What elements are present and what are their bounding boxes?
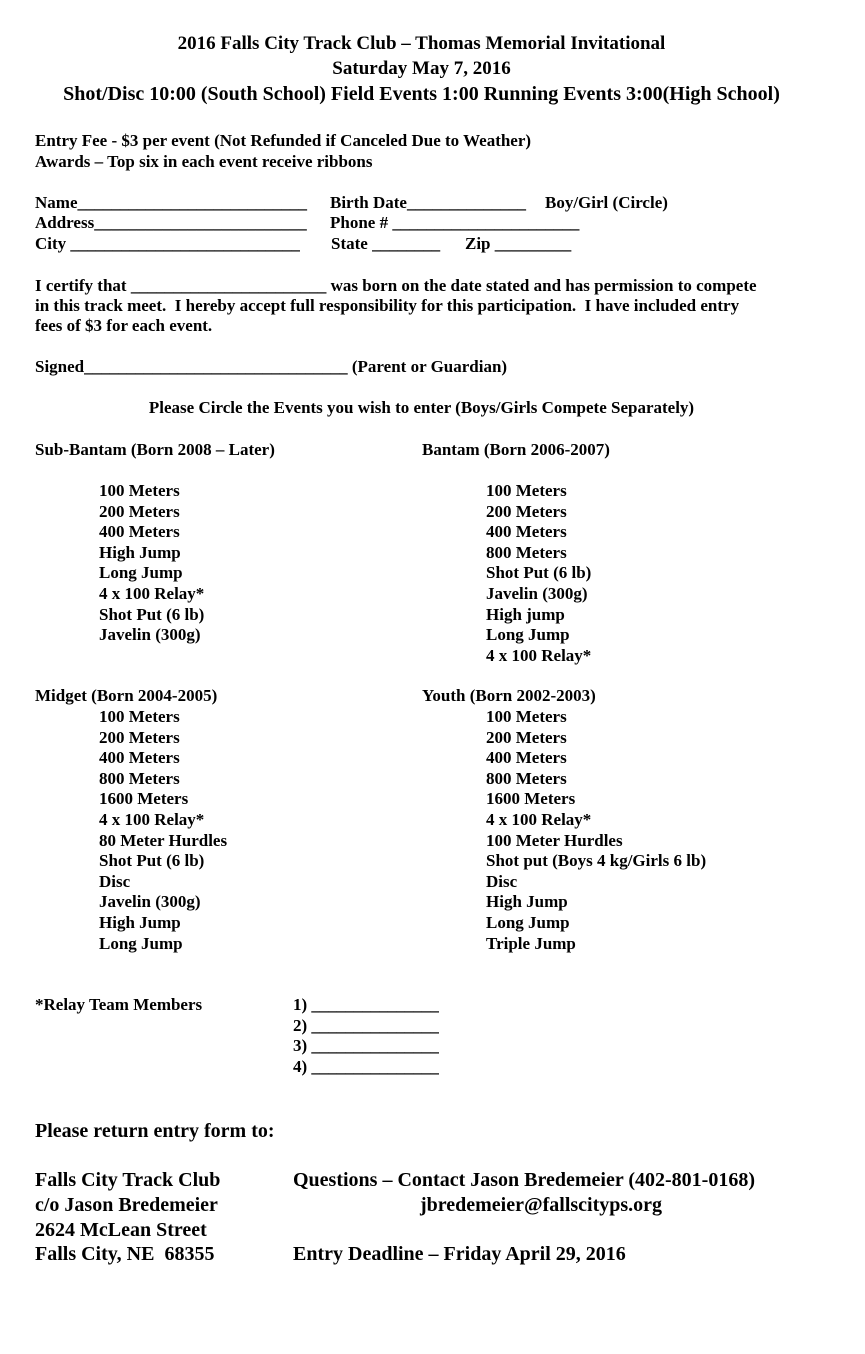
event-item[interactable]: Long Jump xyxy=(99,563,183,583)
event-item[interactable]: 800 Meters xyxy=(486,768,567,788)
event-item[interactable]: 200 Meters xyxy=(486,501,567,521)
event-item[interactable]: Shot Put (6 lb) xyxy=(99,604,205,624)
event-item[interactable]: Disc xyxy=(486,871,518,891)
questions-contact: Questions – Contact Jason Bredemeier (402-801-0168) xyxy=(293,1169,755,1191)
youth-heading: Youth (Born 2002-2003) xyxy=(422,686,596,705)
youth-events xyxy=(486,707,706,954)
event-item[interactable]: 400 Meters xyxy=(99,748,180,768)
event-item[interactable]: 200 Meters xyxy=(99,501,180,521)
event-date: Saturday May 7, 2016 xyxy=(332,58,511,79)
return-address-line: Falls City, NE 68355 xyxy=(35,1243,215,1265)
name-field[interactable]: Name___________________________ xyxy=(35,193,307,212)
address-field[interactable]: Address_________________________ xyxy=(35,213,307,232)
zip-field[interactable]: Zip _________ xyxy=(465,234,572,253)
midget-heading: Midget (Born 2004-2005) xyxy=(35,686,218,705)
event-item[interactable]: Javelin (300g) xyxy=(99,892,201,912)
event-schedule: Shot/Disc 10:00 (South School) Field Events 1:00 Running Events 3:00(High School) xyxy=(63,83,780,105)
event-item[interactable]: 1600 Meters xyxy=(486,789,576,809)
certify-line-3: fees of $3 for each event. xyxy=(35,316,213,335)
bantam-heading: Bantam (Born 2006-2007) xyxy=(422,440,610,459)
event-item[interactable]: 400 Meters xyxy=(99,522,180,542)
event-item[interactable]: High jump xyxy=(486,604,565,624)
event-item[interactable]: 80 Meter Hurdles xyxy=(99,830,228,850)
return-address-line: Falls City Track Club xyxy=(35,1169,221,1191)
contact-email[interactable]: jbredemeier@fallscityps.org xyxy=(419,1194,663,1216)
event-item[interactable]: Triple Jump xyxy=(486,933,576,953)
event-item[interactable]: 100 Meters xyxy=(99,707,180,726)
relay-member-field[interactable]: 4) _______________ xyxy=(293,1056,439,1076)
event-item[interactable]: 400 Meters xyxy=(486,748,567,768)
certify-line-2: in this track meet. I hereby accept full responsibility for this participation. I have included entry xyxy=(35,296,740,315)
event-item[interactable]: High Jump xyxy=(486,892,568,912)
event-item[interactable]: Long Jump xyxy=(486,912,570,932)
certify-line-1[interactable]: I certify that _______________________ was born on the date stated and has permission to compete xyxy=(35,276,757,295)
event-item[interactable]: 100 Meters xyxy=(486,707,567,726)
event-item[interactable]: 4 x 100 Relay* xyxy=(486,645,592,665)
event-item[interactable]: Shot Put (6 lb) xyxy=(486,563,592,583)
event-item[interactable]: 800 Meters xyxy=(99,768,180,788)
event-item[interactable]: Javelin (300g) xyxy=(486,583,588,603)
relay-member-field[interactable]: 2) _______________ xyxy=(293,1015,439,1035)
event-item[interactable]: High Jump xyxy=(99,912,181,932)
event-item[interactable]: Long Jump xyxy=(486,625,570,645)
event-instructions: Please Circle the Events you wish to enter (Boys/Girls Compete Separately) xyxy=(148,398,695,417)
event-item[interactable]: Shot Put (6 lb) xyxy=(99,851,205,871)
state-field[interactable]: State ________ xyxy=(331,234,441,253)
awards-text: Awards – Top six in each event receive ribbons xyxy=(35,152,373,171)
sub-bantam-heading: Sub-Bantam (Born 2008 – Later) xyxy=(35,440,275,459)
event-item[interactable]: 100 Meters xyxy=(486,481,567,500)
signature-field[interactable]: Signed_______________________________ (Parent or Guardian) xyxy=(35,357,508,376)
event-item[interactable]: Shot put (Boys 4 kg/Girls 6 lb) xyxy=(486,851,707,871)
event-item[interactable]: 4 x 100 Relay* xyxy=(486,809,592,829)
return-address-line: 2624 McLean Street xyxy=(35,1219,207,1241)
return-heading: Please return entry form to: xyxy=(35,1120,275,1142)
gender-field[interactable]: Boy/Girl (Circle) xyxy=(545,193,668,212)
page-title: 2016 Falls City Track Club – Thomas Memorial Invitational xyxy=(177,33,666,54)
event-item[interactable]: High Jump xyxy=(99,542,181,562)
return-address-line: c/o Jason Bredemeier xyxy=(35,1194,218,1216)
event-item[interactable]: 4 x 100 Relay* xyxy=(99,583,205,603)
relay-member-field[interactable]: 1) _______________ xyxy=(293,995,439,1014)
sub-bantam-events xyxy=(99,481,204,646)
relay-team-lines xyxy=(293,995,439,1077)
event-item[interactable]: 800 Meters xyxy=(486,542,567,562)
event-item[interactable]: 1600 Meters xyxy=(99,789,189,809)
event-item[interactable]: 400 Meters xyxy=(486,522,567,542)
midget-events xyxy=(99,707,227,954)
event-item[interactable]: Long Jump xyxy=(99,933,183,953)
event-item[interactable]: 4 x 100 Relay* xyxy=(99,809,205,829)
relay-member-field[interactable]: 3) _______________ xyxy=(293,1036,439,1056)
event-item[interactable]: 100 Meters xyxy=(99,481,180,500)
bantam-events xyxy=(486,481,591,666)
entry-fee-text: Entry Fee - $3 per event (Not Refunded if Canceled Due to Weather) xyxy=(35,131,532,150)
event-item[interactable]: Disc xyxy=(99,871,131,891)
event-item[interactable]: 200 Meters xyxy=(486,727,567,747)
birth-date-field[interactable]: Birth Date______________ xyxy=(330,193,526,212)
entry-deadline: Entry Deadline – Friday April 29, 2016 xyxy=(293,1243,626,1265)
phone-field[interactable]: Phone # ______________________ xyxy=(330,213,580,232)
event-item[interactable]: 100 Meter Hurdles xyxy=(486,830,623,850)
relay-team-label: *Relay Team Members xyxy=(35,995,203,1014)
event-item[interactable]: Javelin (300g) xyxy=(99,625,201,645)
city-field[interactable]: City ___________________________ xyxy=(35,234,300,253)
event-item[interactable]: 200 Meters xyxy=(99,727,180,747)
